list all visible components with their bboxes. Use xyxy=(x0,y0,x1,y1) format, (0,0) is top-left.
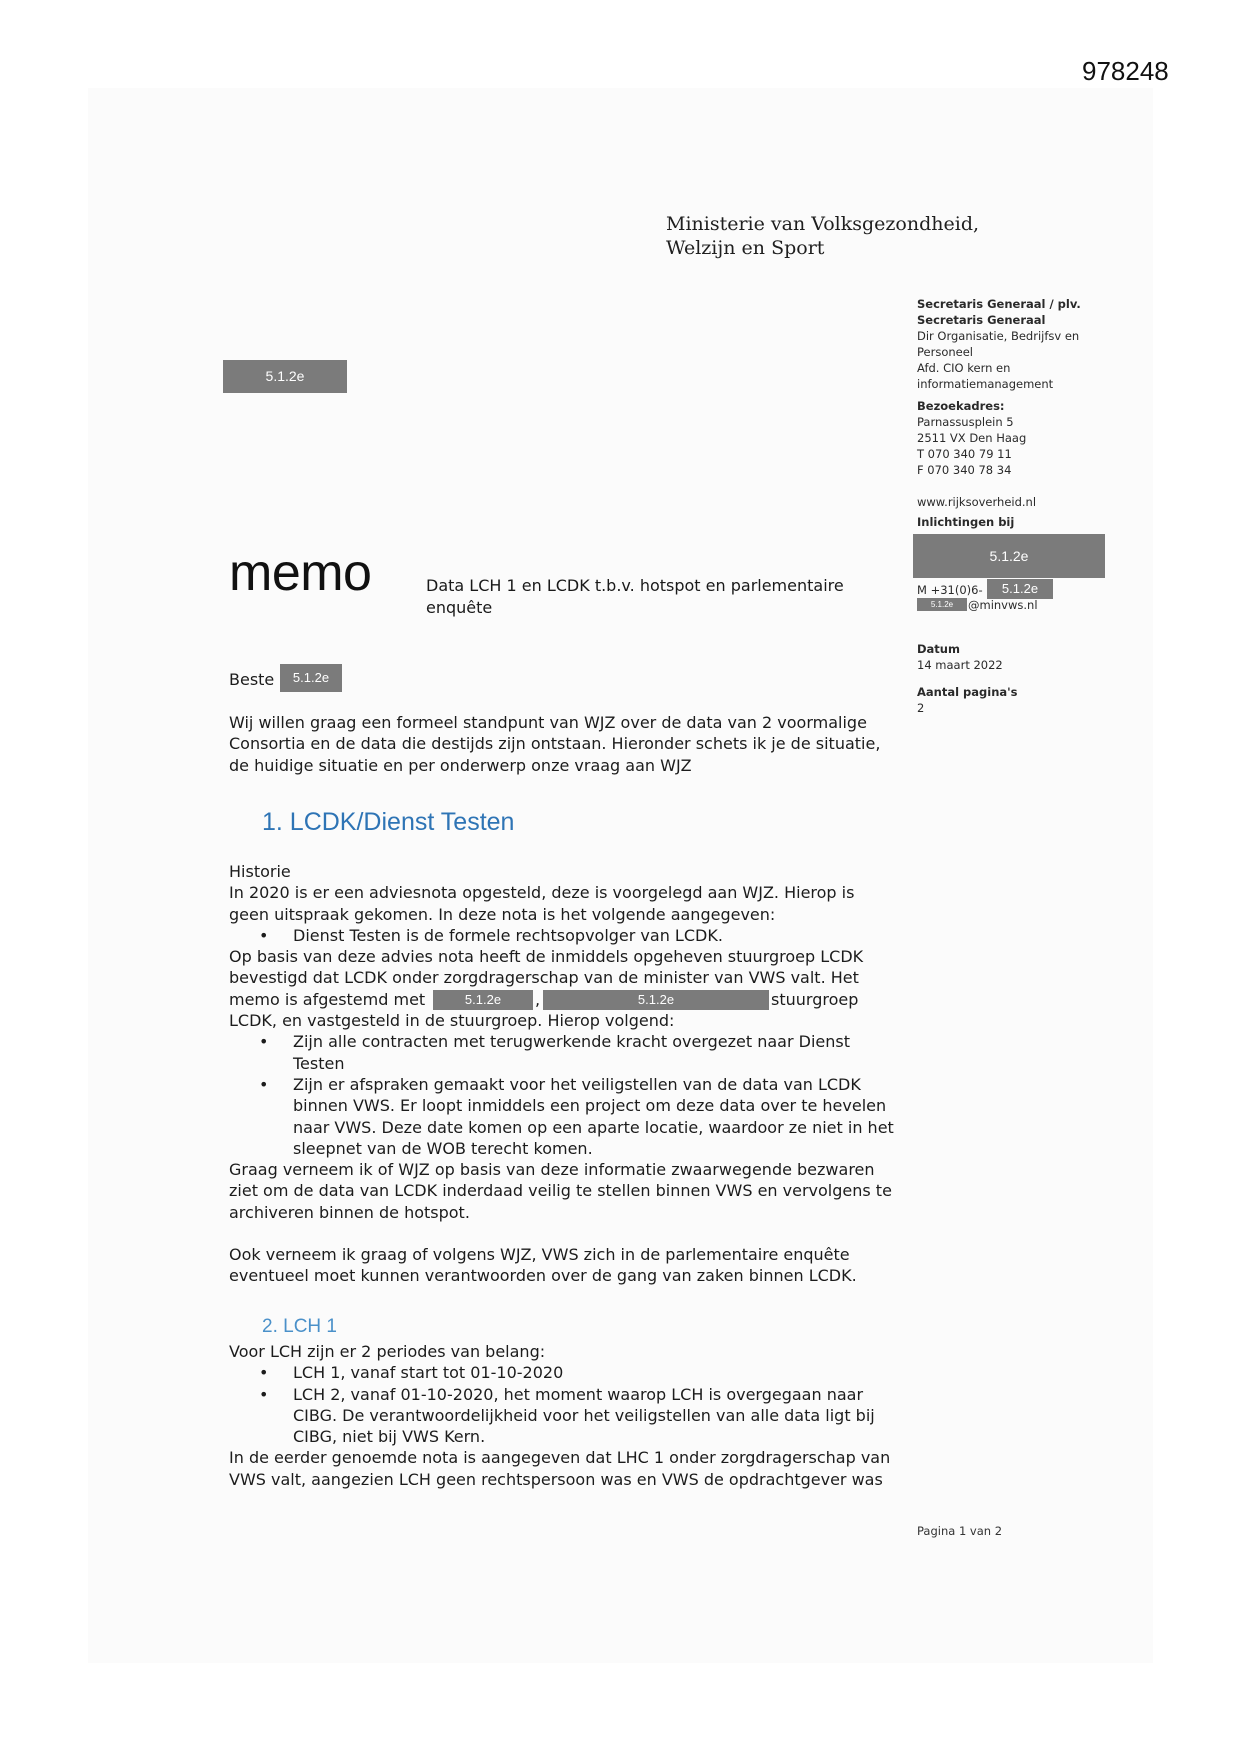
list-item xyxy=(229,1031,909,1074)
text-line: Voor LCH zijn er 2 periodes van belang: xyxy=(229,1342,546,1361)
date-label: Datum xyxy=(917,642,960,656)
info-label: Inlichtingen bij xyxy=(917,515,1015,529)
address-line: F 070 340 78 34 xyxy=(917,463,1012,477)
redaction-box: 5.1.2e xyxy=(543,990,769,1010)
address-line: Parnassusplein 5 xyxy=(917,415,1014,429)
list-item xyxy=(229,1384,909,1448)
ministry-logo-text xyxy=(666,212,979,260)
memo-subject xyxy=(426,575,844,619)
subject-line: enquête xyxy=(426,598,493,617)
date-value: 14 maart 2022 xyxy=(917,658,1003,672)
text-line: Graag verneem ik of WJZ op basis van deze informatie zwaarwegende bezwaren xyxy=(229,1160,875,1180)
document-number: 978248 xyxy=(1082,56,1169,86)
text-line: binnen VWS. Er loopt inmiddels een project om deze data over te hevelen xyxy=(293,1096,887,1116)
redaction-box: 5.1.2e xyxy=(280,664,342,692)
bullet-icon: • xyxy=(259,1384,269,1404)
text-line: sleepnet van de WOB terecht komen. xyxy=(293,1138,593,1158)
salutation: Beste xyxy=(229,670,275,689)
redaction-box: 5.1.2e xyxy=(987,579,1053,599)
text-line: Consortia en de data die destijds zijn ontstaan. Hieronder schets ik je de situatie, xyxy=(229,734,881,754)
redaction-box: 5.1.2e xyxy=(223,360,347,393)
text-line: Zijn er afspraken gemaakt voor het veiligstellen van de data van LCDK xyxy=(293,1074,861,1094)
section-heading: 2. LCH 1 xyxy=(262,1316,337,1337)
text-line: Ook verneem ik graag of volgens WJZ, VWS zich in de parlementaire enquête xyxy=(229,1245,850,1265)
date-block xyxy=(917,641,1018,716)
org-line: informatiemanagement xyxy=(917,377,1054,391)
text-line: naar VWS. Deze date komen op een aparte locatie, waardoor ze niet in het xyxy=(293,1117,894,1137)
email-suffix: @minvws.nl xyxy=(968,598,1038,612)
text-line: de huidige situatie en per onderwerp onze vraag aan WJZ xyxy=(229,755,692,775)
text-segment: stuurgroep xyxy=(771,989,859,1009)
pages-value: 2 xyxy=(917,701,925,715)
org-line: Afd. CIO kern en xyxy=(917,361,1011,375)
text-line: In 2020 is er een adviesnota opgesteld, deze is voorgelegd aan WJZ. Hierop is xyxy=(229,883,855,903)
org-line: Personeel xyxy=(917,345,973,359)
address-line: 2511 VX Den Haag xyxy=(917,431,1027,445)
text-line: geen uitspraak gekomen. In deze nota is het volgende aangegeven: xyxy=(229,904,776,924)
pages-label: Aantal pagina's xyxy=(917,685,1018,699)
visit-address-label: Bezoekadres: xyxy=(917,399,1005,413)
text-line: CIBG. De verantwoordelijkheid voor het veiligstellen van alle data ligt bij xyxy=(293,1405,875,1425)
text-line: archiveren binnen de hotspot. xyxy=(229,1202,470,1222)
sender-block xyxy=(917,296,1117,530)
org-line: Secretaris Generaal xyxy=(917,313,1046,327)
text-segment: memo is afgestemd met xyxy=(229,989,426,1009)
text-line: Testen xyxy=(293,1053,345,1073)
text-line: bevestigd dat LCDK onder zorgdragerschap van de minister van VWS valt. Het xyxy=(229,968,859,988)
text-line: eventueel moet kunnen verantwoorden over de gang van zaken binnen LCDK. xyxy=(229,1266,857,1286)
section-heading: 1. LCDK/Dienst Testen xyxy=(262,808,515,836)
text-line: Zijn alle contracten met terugwerkende kracht overgezet naar Dienst xyxy=(293,1032,850,1052)
website: www.rijksoverheid.nl xyxy=(917,495,1037,509)
subject-line: Data LCH 1 en LCDK t.b.v. hotspot en parlementaire xyxy=(426,576,844,595)
page-number: Pagina 1 van 2 xyxy=(917,1524,1003,1538)
mobile-number: M +31(0)6- xyxy=(917,583,983,597)
bullet-icon: • xyxy=(259,1074,269,1094)
list-item xyxy=(229,1362,909,1383)
ministry-name-line1: Ministerie van Volksgezondheid, xyxy=(666,213,980,235)
text-line: Dienst Testen is de formele rechtsopvolger van LCDK. xyxy=(293,925,723,945)
text-line: Historie xyxy=(229,862,291,881)
text-line: CIBG, niet bij VWS Kern. xyxy=(293,1427,486,1447)
text-line: LCH 1, vanaf start tot 01-10-2020 xyxy=(293,1363,564,1383)
org-line: Secretaris Generaal / plv. xyxy=(917,297,1081,311)
text-segment: , xyxy=(535,989,541,1009)
text-line: In de eerder genoemde nota is aangegeven dat LHC 1 onder zorgdragerschap van xyxy=(229,1448,891,1468)
redaction-box: 5.1.2e xyxy=(433,990,533,1010)
redaction-box: 5.1.2e xyxy=(913,534,1105,578)
bullet-icon: • xyxy=(259,1032,269,1052)
bullet-icon: • xyxy=(259,925,269,945)
text-line: LCDK, en vastgesteld in de stuurgroep. Hierop volgend: xyxy=(229,1011,675,1031)
text-line xyxy=(229,989,909,1010)
intro-paragraph xyxy=(229,712,909,776)
text-line: VWS valt, aangezien LCH geen rechtspersoon was en VWS de opdrachtgever was xyxy=(229,1469,883,1489)
list-item xyxy=(229,1074,909,1159)
ministry-name-line2: Welzijn en Sport xyxy=(666,237,825,259)
list-item xyxy=(229,925,909,946)
redaction-box: 5.1.2e xyxy=(917,598,967,611)
section-body xyxy=(229,1341,909,1490)
bullet-icon: • xyxy=(259,1363,269,1383)
text-line: LCH 2, vanaf 01-10-2020, het moment waarop LCH is overgegaan naar xyxy=(293,1384,864,1404)
section-body xyxy=(229,861,909,1287)
text-line: Op basis van deze advies nota heeft de inmiddels opgeheven stuurgroep LCDK xyxy=(229,947,864,967)
text-line: ziet om de data van LCDK inderdaad veilig te stellen binnen VWS en vervolgens te xyxy=(229,1181,892,1201)
memo-heading: memo xyxy=(229,544,372,602)
text-line: Wij willen graag een formeel standpunt van WJZ over de data van 2 voormalige xyxy=(229,713,867,732)
org-line: Dir Organisatie, Bedrijfsv en xyxy=(917,329,1080,343)
address-line: T 070 340 79 11 xyxy=(917,447,1012,461)
